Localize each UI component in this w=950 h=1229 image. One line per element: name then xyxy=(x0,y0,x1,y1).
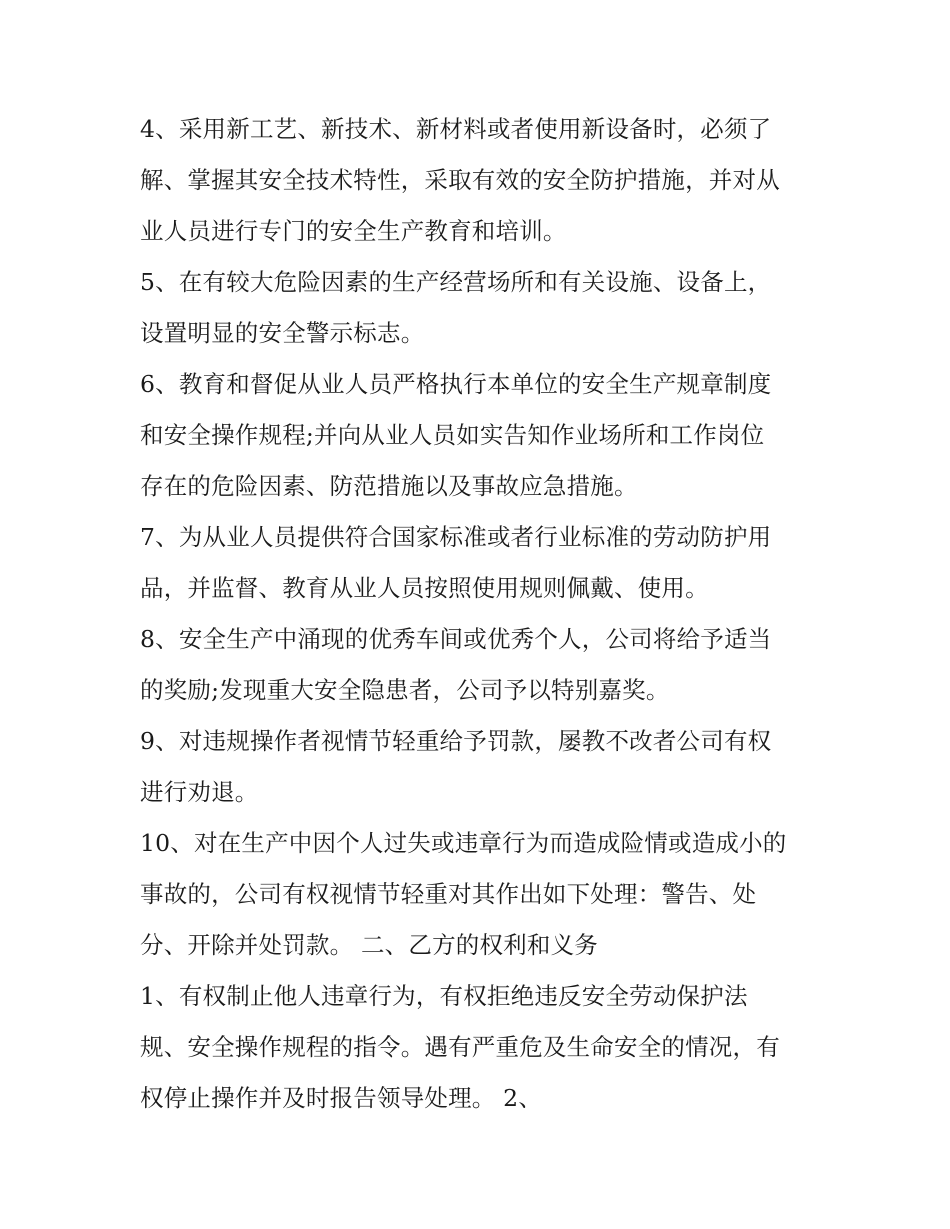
document-body xyxy=(140,104,820,1124)
text-line: 存在的危险因素、防范措施以及事故应急措施。 xyxy=(140,472,638,500)
text-line: 5、在有较大危险因素的生产经营场所和有关设施、设备上， xyxy=(140,268,772,296)
text-line: 10、对在生产中因个人过失或违章行为而造成险情或造成小的 xyxy=(140,829,787,857)
text-line: 8、安全生产中涌现的优秀车间或优秀个人，公司将给予适当 xyxy=(140,625,772,653)
text-line: 4、采用新工艺、新技术、新材料或者使用新设备时，必须了 xyxy=(140,115,772,143)
text-line: 业人员进行专门的安全生产教育和培训。 xyxy=(140,217,567,245)
text-line: 进行劝退。 xyxy=(140,778,259,806)
text-line: 7、为从业人员提供符合国家标准或者行业标准的劳动防护用 xyxy=(140,523,772,551)
text-line: 设置明显的安全警示标志。 xyxy=(140,319,425,347)
text-line: 1、有权制止他人违章行为，有权拒绝违反安全劳动保护法 xyxy=(140,982,748,1010)
text-line: 的奖励;发现重大安全隐患者，公司予以特别嘉奖。 xyxy=(140,676,670,704)
text-line: 权停止操作并及时报告领导处理。 2、 xyxy=(140,1084,543,1112)
text-line: 事故的，公司有权视情节轻重对其作出如下处理：警告、处 xyxy=(140,880,757,908)
text-line: 和安全操作规程;并向从业人员如实告知作业场所和工作岗位 xyxy=(140,421,765,449)
text-line: 解、掌握其安全技术特性，采取有效的安全防护措施，并对从 xyxy=(140,166,780,194)
text-line: 6、教育和督促从业人员严格执行本单位的安全生产规章制度 xyxy=(140,370,772,398)
text-line: 规、安全操作规程的指令。遇有严重危及生命安全的情况，有 xyxy=(140,1033,780,1061)
text-line: 品，并监督、教育从业人员按照使用规则佩戴、使用。 xyxy=(140,574,709,602)
text-line: 9、对违规操作者视情节轻重给予罚款，屡教不改者公司有权 xyxy=(140,727,772,755)
text-line: 分、开除并处罚款。 二、乙方的权利和义务 xyxy=(140,931,598,959)
